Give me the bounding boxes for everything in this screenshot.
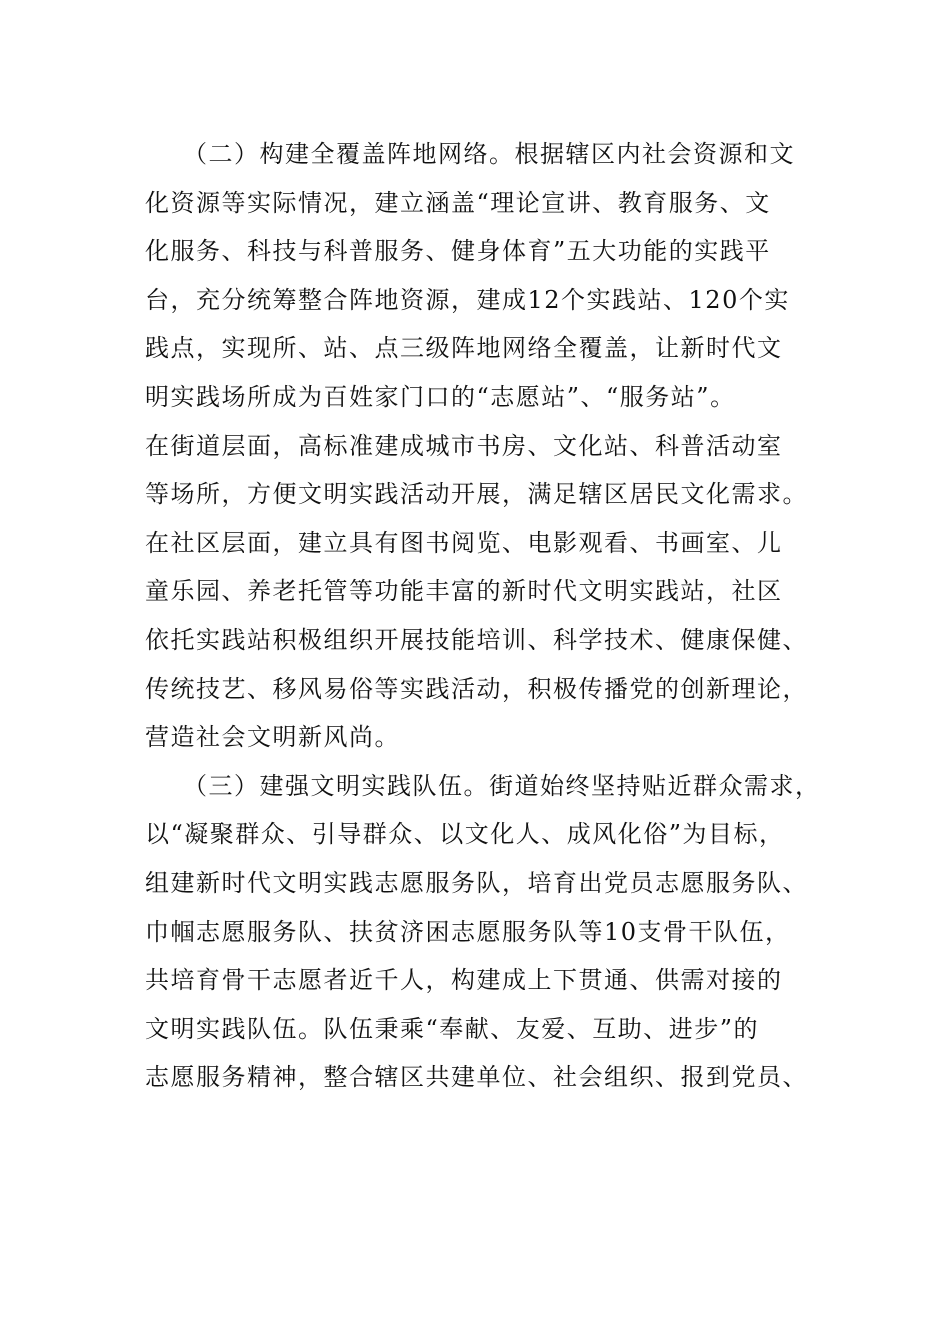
text-line: 文明实践队伍。队伍秉乘“奉献、友爱、互助、进步”的	[145, 1014, 760, 1043]
text-line: 在社区层面，建立具有图书阅览、电影观看、书画室、儿	[145, 528, 783, 557]
text-line: 童乐园、养老托管等功能丰富的新时代文明实践站，社区	[145, 577, 783, 606]
text-line: 在街道层面，高标准建成城市书房、文化站、科普活动室	[145, 431, 783, 460]
text-line: 化资源等实际情况，建立涵盖“理论宣讲、教育服务、文	[145, 188, 771, 217]
text-line: 台，充分统筹整合阵地资源，建成12个实践站、120个实	[145, 285, 790, 314]
text-line: 传统技艺、移风易俗等实践活动，积极传播党的创新理论，	[145, 674, 808, 703]
text-line: 以“凝聚群众、引导群众、以文化人、成风化俗”为目标，	[145, 820, 785, 849]
paragraph-2-heading-line: （二）构建全覆盖阵地网络。根据辖区内社会资源和文	[183, 140, 795, 168]
text-line: 共培育骨干志愿者近千人，构建成上下贯通、供需对接的	[145, 966, 783, 995]
text-line: 依托实践站积极组织开展技能培训、科学技术、健康保健、	[145, 625, 808, 654]
body-text	[145, 130, 821, 1102]
text-line: 组建新时代文明实践志愿服务队，培育出党员志愿服务队、	[145, 868, 808, 897]
text-line: 化服务、科技与科普服务、健身体育”五大功能的实践平	[145, 237, 771, 266]
text-line: 践点，实现所、站、点三级阵地网络全覆盖，让新时代文	[145, 334, 783, 363]
text-line: 志愿服务精神，整合辖区共建单位、社会组织、报到党员、	[145, 1063, 808, 1092]
paragraph-3-heading-line: （三）建强文明实践队伍。街道始终坚持贴近群众需求，	[183, 771, 821, 800]
text-line: 营造社会文明新风尚。	[145, 723, 400, 752]
text-line: 明实践场所成为百姓家门口的“志愿站”、“服务站”。	[145, 382, 736, 411]
text-line: 巾帼志愿服务队、扶贫济困志愿服务队等10支骨干队伍，	[145, 917, 791, 946]
text-line: 等场所，方便文明实践活动开展，满足辖区居民文化需求。	[145, 480, 808, 509]
